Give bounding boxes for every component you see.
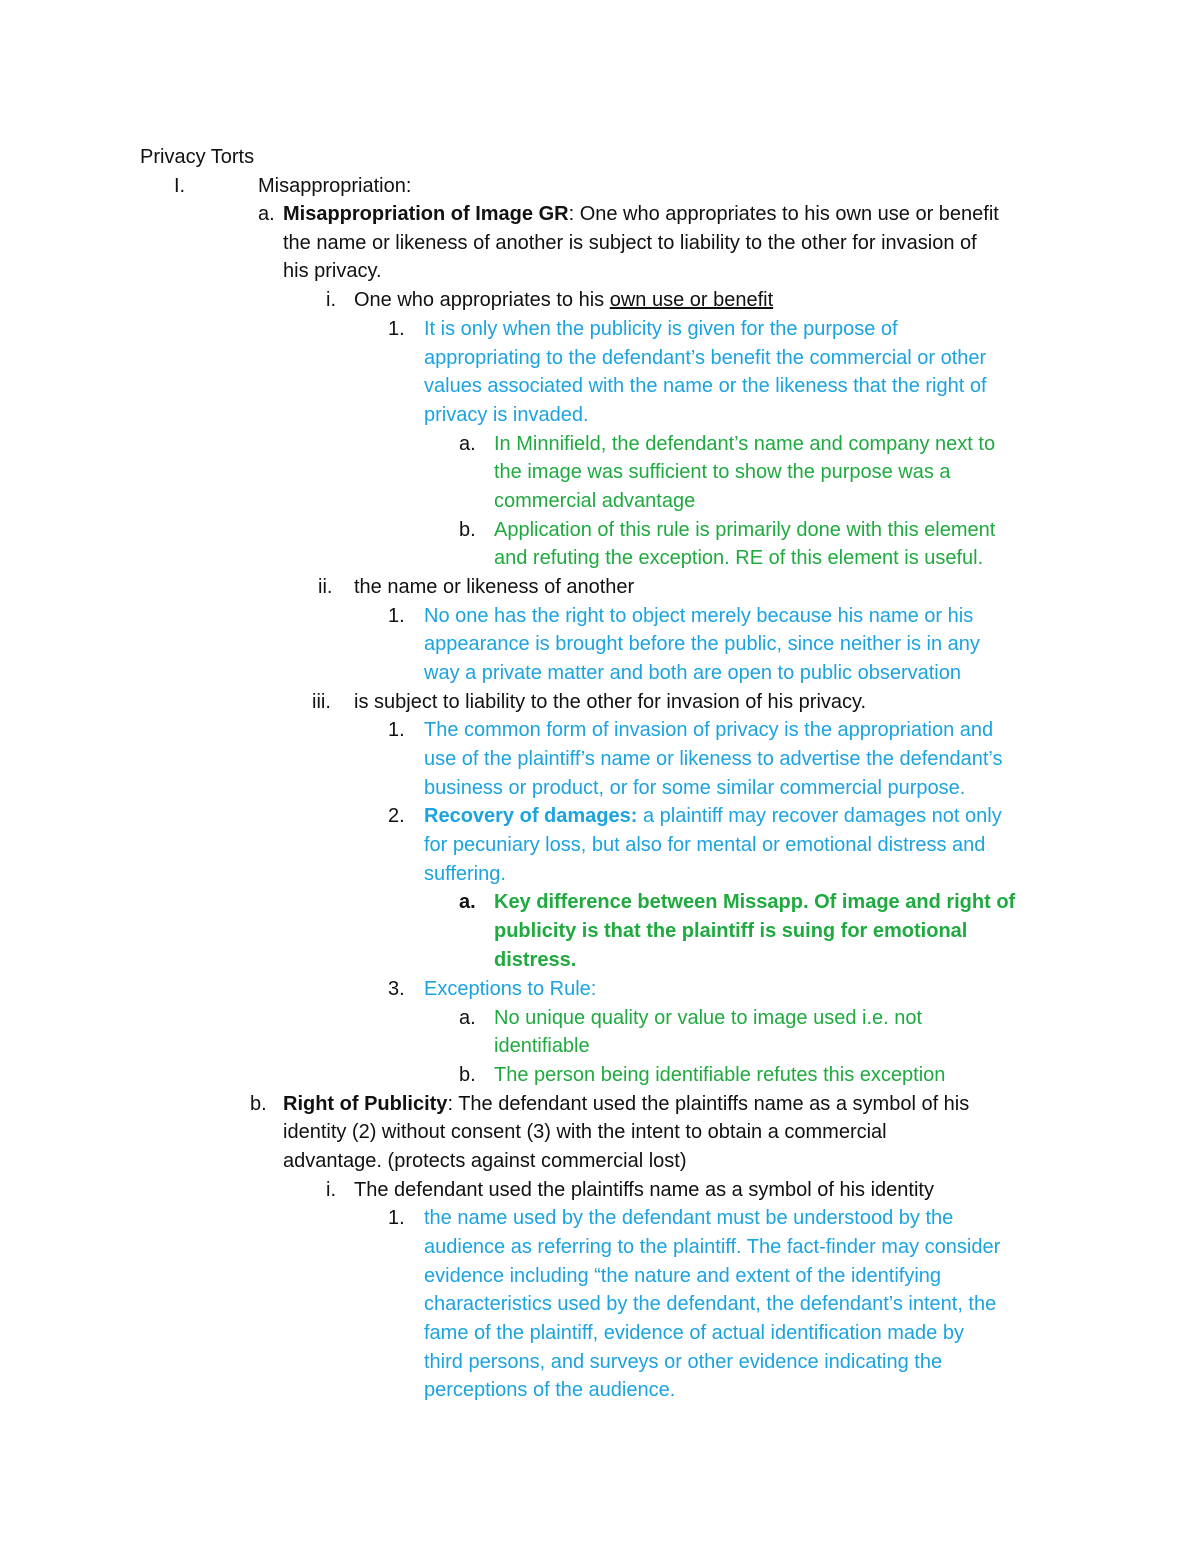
item-text: the name or likeness of another [354,576,635,598]
item-text: third persons, and surveys or other evidence indicating the [424,1351,943,1373]
item-text: is subject to liability to the other for invasion of his privacy. [354,691,867,713]
item-text: Key difference between Missapp. Of image and right of [494,891,1016,913]
item-text: commercial advantage [494,490,696,512]
outline-marker: ii. [318,576,333,598]
item-text: and refuting the exception. RE of this element is useful. [494,547,984,569]
outline-marker: i. [326,289,336,311]
outline-marker: i. [326,1179,336,1201]
outline-marker: 3. [388,978,405,1000]
item-text: Application of this rule is primarily done with this element [494,519,996,541]
outline-marker: a. [459,433,476,455]
item-text: suffering. [424,863,506,885]
item-text: distress. [494,949,577,971]
item-text: privacy is invaded. [424,404,589,426]
outline-marker: b. [459,1064,476,1086]
rule-heading: Right of Publicity [283,1093,448,1115]
outline-marker: I. [174,175,186,197]
item-text: No unique quality or value to image used i.e. not [494,1007,923,1029]
item-text: the name used by the defendant must be understood by the [424,1207,954,1229]
item-text: advantage. (protects against commercial lost) [283,1150,687,1172]
item-text: his privacy. [283,260,382,282]
rule-heading: Recovery of damages: [424,805,638,827]
item-text: identity (2) without consent (3) with the intent to obtain a commercial [283,1121,887,1143]
item-text: audience as referring to the plaintiff. The fact-finder may consider [424,1236,1001,1258]
item-text: publicity is that the plaintiff is suing for emotional [494,920,968,942]
item-text: evidence including “the nature and extent of the identifying [424,1265,942,1287]
item-text: use of the plaintiff’s name or likeness to advertise the defendant’s [424,748,1003,770]
underlined-text: own use or benefit [609,289,774,311]
item-text: way a private matter and both are open to public observation [424,662,961,684]
item-text: Exceptions to Rule: [424,978,597,1000]
outline-marker: 1. [388,318,405,340]
section-label: Misappropriation: [258,175,412,197]
item-text: appropriating to the defendant’s benefit the commercial or other [424,347,987,369]
outline-marker: 1. [388,719,405,741]
outline-marker: a. [459,891,476,913]
outline-marker: 1. [388,605,405,627]
item-text: identifiable [494,1035,590,1057]
item-text: values associated with the name or the likeness that the right of [424,375,987,397]
item-text: appearance is brought before the public, since neither is in any [424,633,980,655]
item-text: The defendant used the plaintiffs name as a symbol of his identity [354,1179,934,1201]
item-text: business or product, or for some similar commercial purpose. [424,777,966,799]
outline-marker: b. [459,519,476,541]
item-text: : The defendant used the plaintiffs name as a symbol of his [447,1093,970,1115]
item-text: the image was sufficient to show the purpose was a [494,461,951,483]
outline-marker: iii. [312,691,331,713]
item-text: One who appropriates to his [354,289,610,311]
item-text: In Minnifield, the defendant’s name and company next to [494,433,996,455]
item-text: The common form of invasion of privacy is the appropriation and [424,719,994,741]
rule-heading: Misappropriation of Image GR [283,203,569,225]
item-text: The person being identifiable refutes this exception [494,1064,946,1086]
outline-marker: 2. [388,805,405,827]
document-title: Privacy Torts [140,146,255,168]
item-text: a plaintiff may recover damages not only [637,805,1002,827]
outline-marker: a. [459,1007,476,1029]
outline-marker: 1. [388,1207,405,1229]
item-text: the name or likeness of another is subject to liability to the other for invasion of [283,232,977,254]
item-text: perceptions of the audience. [424,1379,676,1401]
item-text: It is only when the publicity is given for the purpose of [424,318,898,340]
item-text: No one has the right to object merely because his name or his [424,605,974,627]
item-text: fame of the plaintiff, evidence of actual identification made by [424,1322,964,1344]
outline-marker: b. [250,1093,267,1115]
item-text: : One who appropriates to his own use or benefit [568,203,999,225]
outline-marker: a. [258,203,275,225]
item-text: for pecuniary loss, but also for mental or emotional distress and [424,834,986,856]
item-text: characteristics used by the defendant, the defendant’s intent, the [424,1293,997,1315]
